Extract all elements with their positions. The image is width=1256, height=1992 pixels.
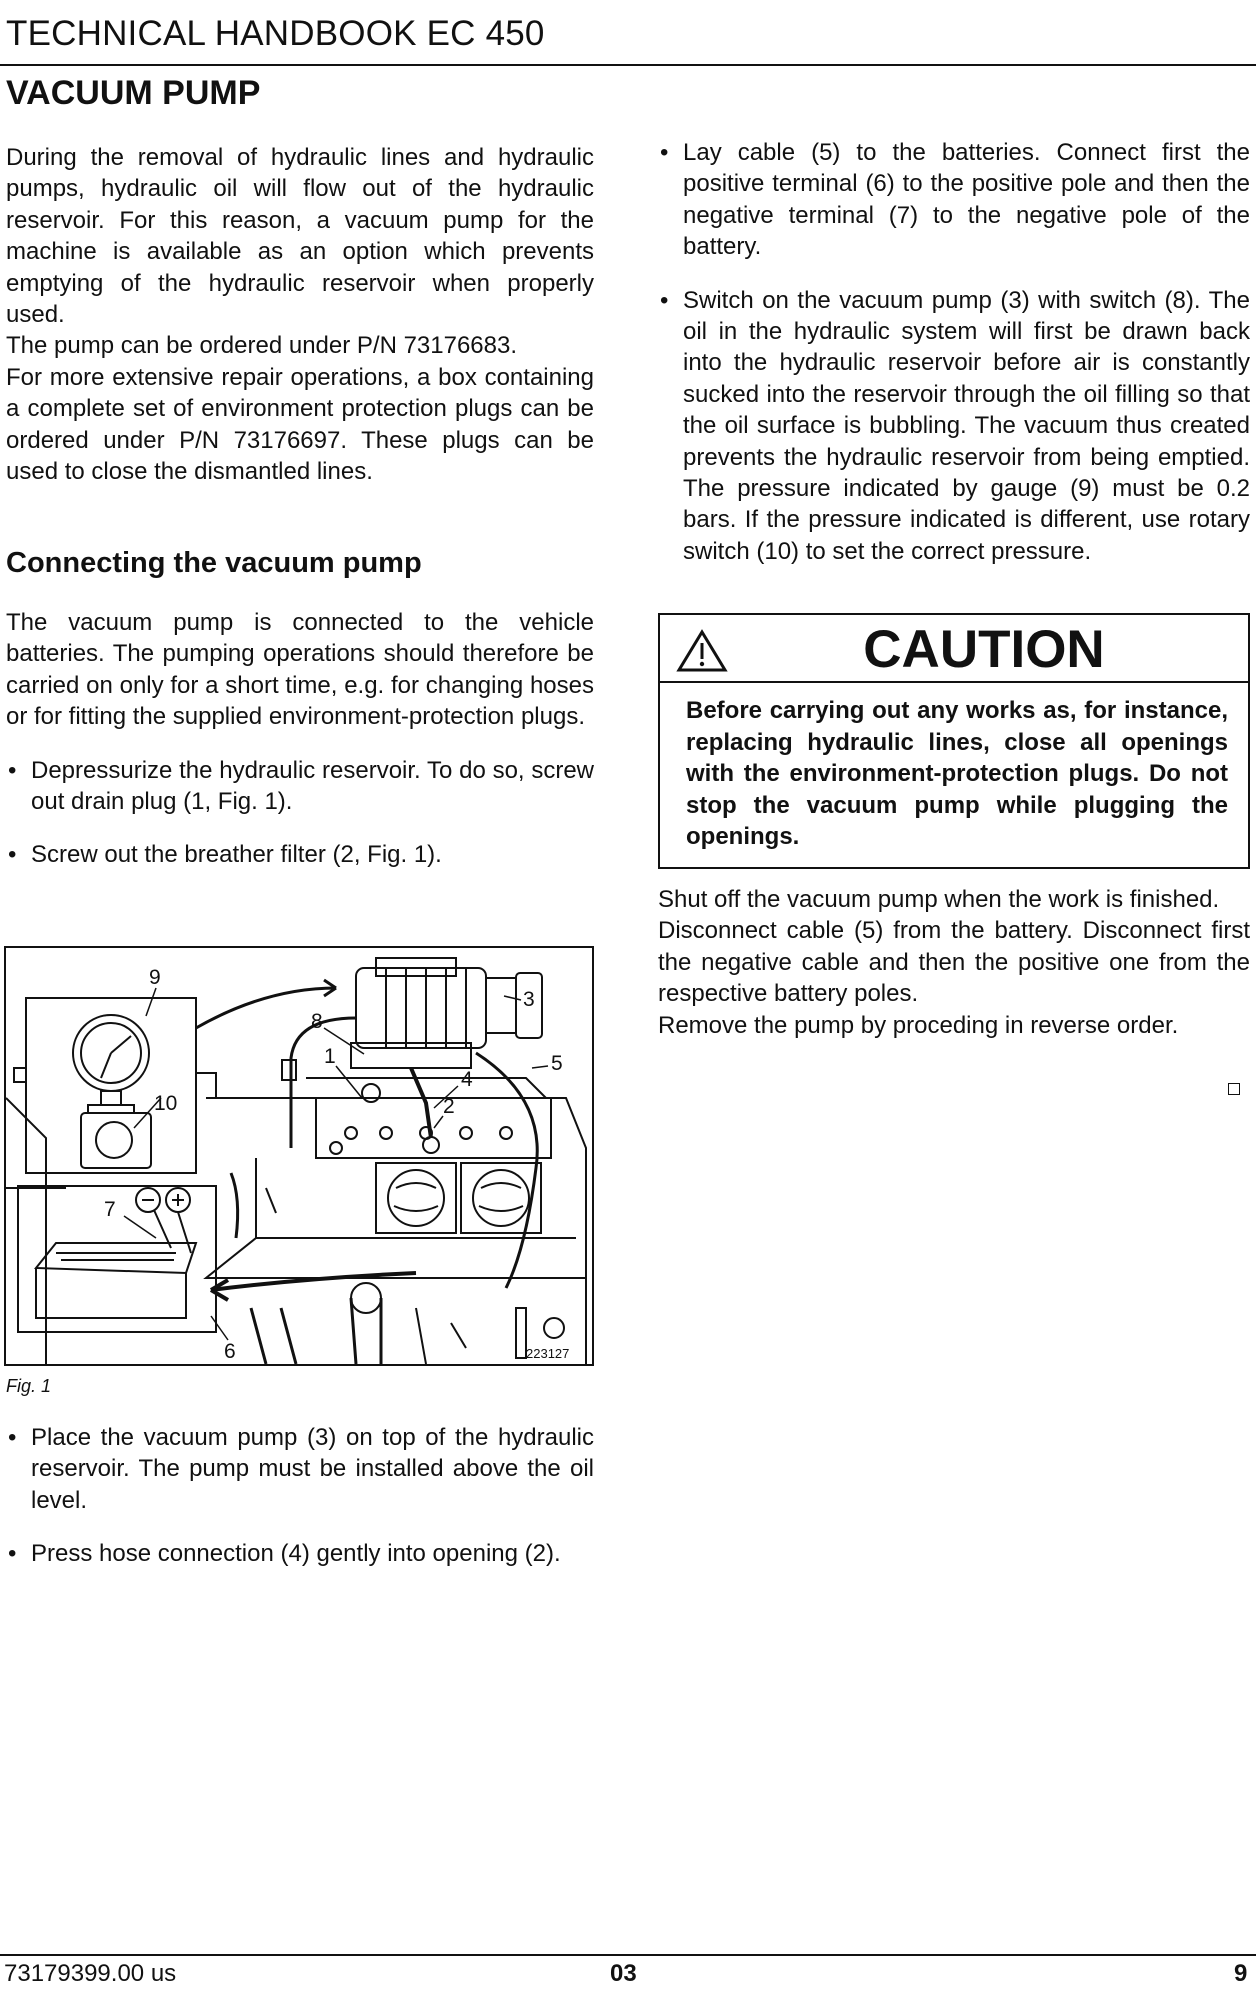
bullet-press-hose: • Press hose connection (4) gently into opening (2). bbox=[6, 1538, 594, 1569]
right-column-closing bbox=[658, 884, 1250, 1041]
callout-8: 8 bbox=[311, 1010, 323, 1033]
footer-doc-number: 73179399.00 us bbox=[4, 1960, 177, 1987]
closing-remove: Remove the pump by proceding in reverse order. bbox=[658, 1011, 1179, 1039]
page-header-title: TECHNICAL HANDBOOK EC 450 bbox=[6, 14, 545, 53]
footer-chapter: 03 bbox=[610, 1960, 637, 1987]
callout-1: 1 bbox=[324, 1045, 336, 1068]
callout-9: 9 bbox=[149, 966, 161, 989]
caution-text: Before carrying out any works as, for instance, replacing hydraulic lines, close all openings with the environment-protection plugs. Do not stop the vacuum pump while plugging the openings. bbox=[686, 697, 1228, 851]
bullet-place-pump: • Place the vacuum pump (3) on top of the hydraulic reservoir. The pump must be installed above the oil level. bbox=[6, 1422, 594, 1516]
intro-plugs-paragraph: For more extensive repair operations, a box containing a complete set of environment protection plugs can be ordered under P/N 73176697. These plugs can be used to close the dismantled lines. bbox=[6, 363, 594, 486]
callout-6: 6 bbox=[224, 1340, 236, 1363]
intro-part-number: The pump can be ordered under P/N 73176683. bbox=[6, 332, 518, 360]
bullet-depressurize: • Depressurize the hydraulic reservoir. To do so, screw out drain plug (1, Fig. 1). bbox=[6, 755, 594, 818]
connect-paragraph: The vacuum pump is connected to the vehicle batteries. The pumping operations should therefore be carried on only for a short time, e.g. for changing hoses or for fitting the supplied environment-protection plugs. bbox=[6, 609, 594, 731]
right-column-steps bbox=[658, 137, 1250, 567]
closing-shut-off: Shut off the vacuum pump when the work is finished. bbox=[658, 886, 1220, 913]
header-rule bbox=[0, 64, 1256, 66]
end-of-section-mark bbox=[1228, 1083, 1240, 1095]
left-column-intro bbox=[6, 142, 594, 487]
caution-header bbox=[660, 615, 1248, 683]
closing-disconnect: Disconnect cable (5) from the battery. Disconnect first the negative cable and then the positive one from the respective battery poles. bbox=[658, 917, 1250, 1008]
subheading-connecting: Connecting the vacuum pump bbox=[6, 547, 422, 579]
figure-caption: Fig. 1 bbox=[6, 1376, 52, 1396]
callout-2: 2 bbox=[443, 1095, 455, 1118]
callout-3: 3 bbox=[523, 988, 535, 1011]
intro-paragraph: During the removal of hydraulic lines and hydraulic pumps, hydraulic oil will flow out of the hydraulic reservoir. For this reason, a vacuum pump for the machine is available as an option which prevents emptying of the hydraulic reservoir when properly used. bbox=[6, 144, 594, 329]
left-column-bottom bbox=[6, 1422, 594, 1570]
bullet-switch-on: • Switch on the vacuum pump (3) with switch (8). The oil in the hydraulic system will first be drawn back into the hydraulic reservoir before air is constantly sucked into the reservoir through the oil filling so that the oil surface is bubbling. The vacuum thus created prevents the hydraulic reservoir from being emptied. The pressure indicated by gauge (9) must be 0.2 bars. If the pressure indicated is different, use rotary switch (10) to set the correct pressure. bbox=[658, 285, 1250, 568]
footer-rule bbox=[0, 1954, 1256, 1956]
figure-1 bbox=[4, 946, 594, 1366]
section-title: VACUUM PUMP bbox=[6, 74, 261, 112]
figure-code: 223127 bbox=[526, 1346, 570, 1361]
vacuum-pump-illustration bbox=[6, 948, 592, 1364]
caution-box bbox=[658, 613, 1250, 869]
callout-4: 4 bbox=[461, 1068, 473, 1091]
subheading-block bbox=[6, 545, 594, 581]
callout-10: 10 bbox=[154, 1092, 178, 1115]
callout-5: 5 bbox=[551, 1052, 563, 1075]
footer-page-number: 9 bbox=[1234, 1960, 1248, 1987]
left-column-connect bbox=[6, 607, 594, 871]
caution-heading: CAUTION bbox=[863, 620, 1105, 679]
bullet-breather-filter: • Screw out the breather filter (2, Fig. 1). bbox=[6, 839, 594, 870]
bullet-lay-cable: • Lay cable (5) to the batteries. Connect first the positive terminal (6) to the positive pole and then the negative terminal (7) to the negative pole of the battery. bbox=[658, 137, 1250, 263]
callout-7: 7 bbox=[104, 1198, 116, 1221]
